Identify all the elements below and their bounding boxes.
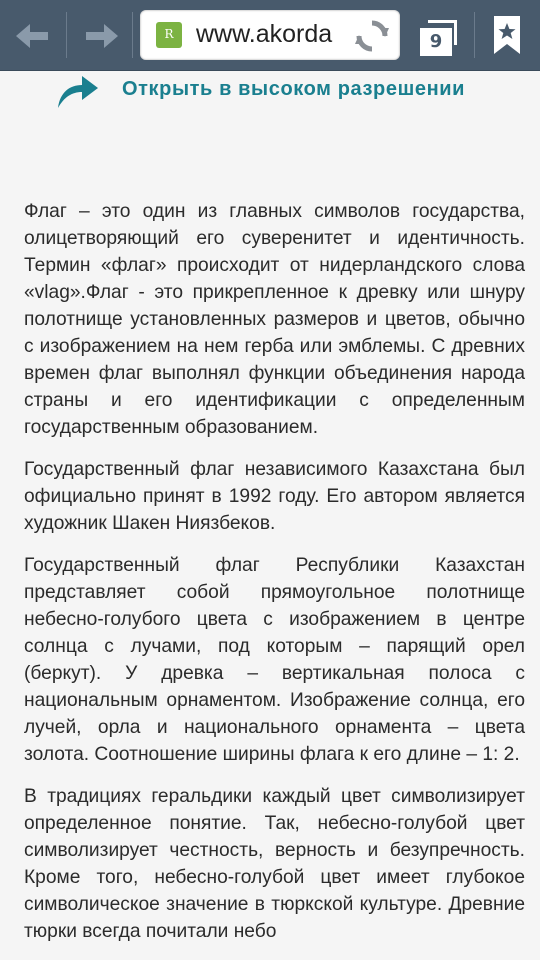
paragraph: Государственный флаг Республики Казахстан представляет собой прямоугольное полотнище небесно-голубого цвета с изображением в центре солнца с лучами, под которым – парящий орел (беркут). У древка – вертикальная полоса с национальным орнаментом. Изображение солнца, его лучей, орла и национального орнамента – цвета золота. Соотношение ширины флага к его длине – 1: 2. [24, 555, 525, 765]
paragraph: Флаг – это один из главных символов государства, олицетворяющий его суверенитет и идентичность. Термин «флаг» происходит от нидерландского слова «vlag».Флаг - это прикрепленное к древку или шнуру полотнище установленных размеров и цветов, обычно с изображением на нем герба или эмблемы. С древних времен флаг выполнял функции объединения народа страны и его идентификации с определенным государственным образованием. [24, 201, 525, 438]
url-text[interactable]: www.akorda [196, 20, 333, 48]
arrow-right-icon [82, 16, 122, 56]
tabs-button[interactable] [412, 14, 460, 58]
bookmark-button[interactable] [486, 14, 528, 58]
refresh-icon [354, 18, 390, 54]
site-favicon-icon: R [156, 22, 182, 48]
arrow-left-icon [12, 16, 52, 56]
hires-link[interactable]: Открыть в высоком разрешении [122, 78, 466, 100]
tab-count: 9 [420, 28, 452, 56]
back-button[interactable] [12, 16, 52, 56]
toolbar-separator [474, 12, 475, 58]
refresh-button[interactable] [354, 18, 390, 54]
bookmark-star-icon [486, 14, 528, 58]
toolbar-separator [66, 12, 67, 58]
paragraph: В традициях геральдики каждый цвет символизирует определенное понятие. Так, небесно-голубой цвет символизирует честность, верность и безупречность. Кроме того, небесно-голубой цвет имеет глубокое символическое значение в тюркской культуре. Древние тюрки всегда почитали небо [24, 786, 525, 942]
browser-toolbar [0, 0, 540, 71]
toolbar-separator [132, 12, 133, 58]
forward-button[interactable] [82, 16, 122, 56]
share-arrow-icon [54, 72, 100, 110]
paragraph: Государственный флаг независимого Казахстана был официально принят в 1992 году. Его автором является художник Шакен Ниязбеков. [24, 459, 525, 534]
address-bar[interactable] [140, 10, 400, 60]
hires-row[interactable] [54, 72, 524, 112]
article-text [24, 198, 525, 960]
